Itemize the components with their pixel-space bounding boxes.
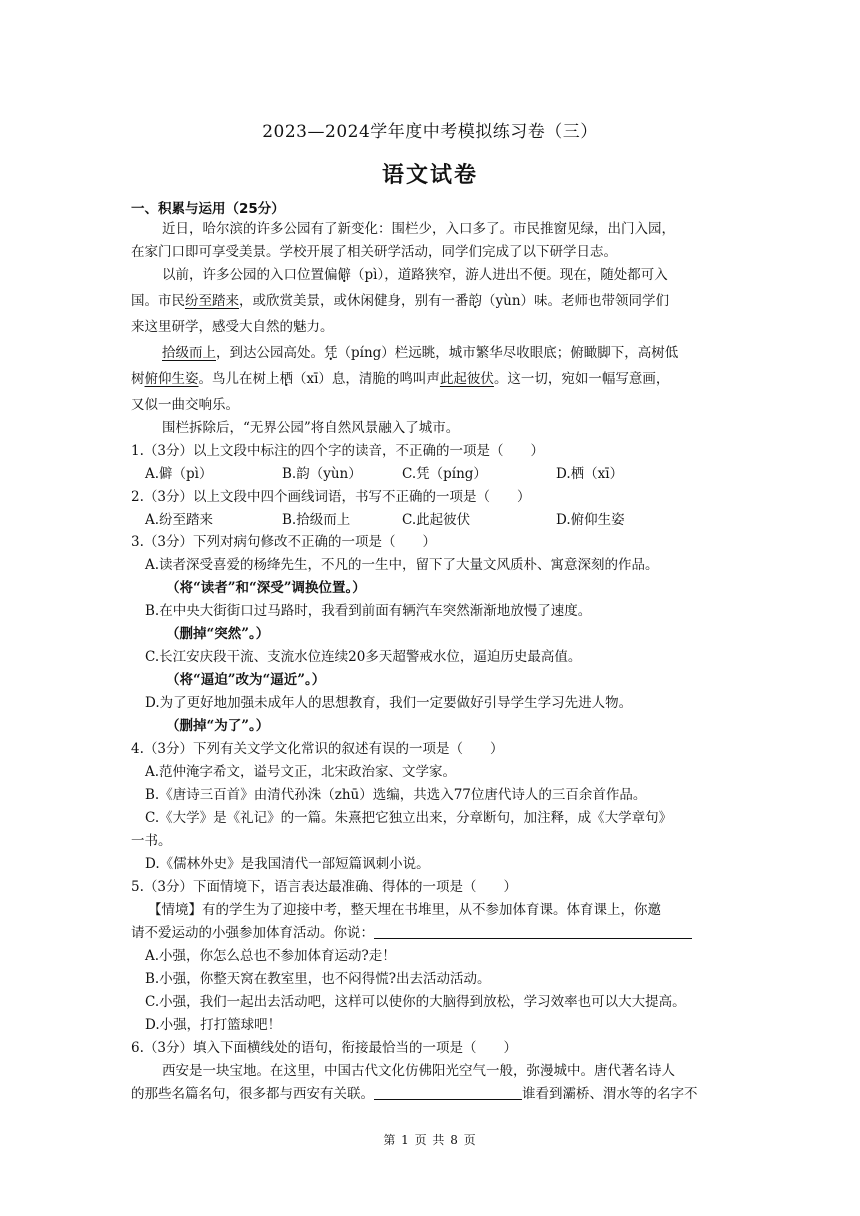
marked-character: 凭 <box>324 345 338 361</box>
option-c: C.凭（píng） <box>402 466 487 482</box>
passage-line <box>131 1084 698 1104</box>
underlined-word: 俯仰生姿 <box>144 371 199 387</box>
question-stem: 5.（3分）下面情境下，语言表达最准确、得体的一项是（ ） <box>131 879 517 895</box>
context-line <box>131 923 692 943</box>
page-number: 第 1 页 共 8 页 <box>383 1133 477 1147</box>
text-span: 请不爱运动的小强参加体育活动。你说： <box>131 925 374 941</box>
option-d: D.俯仰生姿 <box>556 512 625 528</box>
option-b: B.小强，你整天窝在教室里，也不闷得慌?出去活动活动。 <box>145 971 491 987</box>
exam-title: 2023—2024学年度中考模拟练习卷（三） <box>262 122 598 142</box>
answer-blank <box>374 1085 522 1100</box>
text-span: 。鸟儿在树上 <box>198 371 280 387</box>
option-a: A.范仲淹字希文，谥号文正，北宋政治家、文学家。 <box>145 764 457 780</box>
text-span: ，或欣赏美景，或休闲健身，别有一番 <box>239 293 469 309</box>
underlined-word: 此起彼伏 <box>439 371 494 387</box>
text-span: 以前，许多公园的入口位置偏 <box>162 267 338 283</box>
question-stem: 6.（3分）填入下面横线处的语句，衔接最恰当的一项是（ ） <box>131 1040 517 1056</box>
text-span: （xī）息，清脆的鸣叫声 <box>293 371 440 387</box>
passage-line: 近日，哈尔滨的许多公园有了新变化：围栏少，入口多了。市民推窗见绿，出门入园， <box>162 221 675 237</box>
text-span: 树 <box>131 371 145 387</box>
option-b: B.拾级而上 <box>282 512 351 528</box>
passage-line: 来这里研学，感受大自然的魅力。 <box>131 319 334 335</box>
marked-character: 僻 <box>337 267 351 283</box>
text-span: 谁看到灞桥、渭水等的名字不 <box>522 1086 698 1102</box>
option-c: C.《大学》是《礼记》的一篇。朱熹把它独立出来，分章断句，加注释，成《大学章句》 <box>145 810 673 826</box>
exam-subtitle: 语文试卷 <box>381 162 478 188</box>
context-line: 【情境】有的学生为了迎接中考，整天埋在书堆里，从不参加体育课。体育课上，你邀 <box>148 902 661 918</box>
option-a: A.读者深受喜爱的杨绛先生，不凡的一生中，留下了大量文风质朴、寓意深刻的作品。 <box>145 557 659 573</box>
text-span: （pì），道路狭窄，游人进出不便。现在，随处都可入 <box>351 267 668 283</box>
text-span: 国。市民 <box>131 293 185 309</box>
option-b: B.韵（yùn） <box>282 466 362 482</box>
text-span: （yùn）味。老师也带领同学们 <box>482 293 670 309</box>
question-stem: 2.（3分）以上文段中四个画线词语，书写不正确的一项是（ ） <box>131 489 531 505</box>
passage-line <box>162 343 678 363</box>
option-c: C.长江安庆段干流、支流水位连续20多天超警戒水位，逼迫历史最高值。 <box>145 649 582 665</box>
option-b: B.在中央大街街口过马路时，我看到前面有辆汽车突然渐渐地放慢了速度。 <box>145 603 592 619</box>
option-d: D.栖（xī） <box>556 466 624 482</box>
option-a: A.僻（pì） <box>145 466 213 482</box>
underlined-word: 纷至踏来 <box>185 293 239 309</box>
section-heading: 一、积累与运用（25分） <box>131 201 285 217</box>
option-b: B.《唐诗三百首》由清代孙洙（zhū）选编，共选入77位唐代诗人的三百余首作品。 <box>145 787 647 803</box>
passage-line <box>162 265 668 285</box>
option-d: D.为了更好地加强未成年人的思想教育，我们一定要做好引导学生学习先进人物。 <box>145 695 633 711</box>
option-a-revision: （将“读者”和“深受”调换位置。） <box>166 580 366 596</box>
question-stem: 3.（3分）下列对病句修改不正确的一项是（ ） <box>131 534 436 550</box>
marked-character: 栖 <box>279 371 293 387</box>
option-a: A.小强，你怎么总也不参加体育运动?走！ <box>145 948 396 964</box>
passage-line: 围栏拆除后，“无界公园”将自然风景融入了城市。 <box>162 420 460 436</box>
option-d: D.《儒林外史》是我国清代一部短篇讽刺小说。 <box>145 856 430 872</box>
passage-line: 西安是一块宝地。在这里，中国古代文化仿佛阳光空气一般，弥漫城中。唐代著名诗人 <box>162 1063 675 1079</box>
passage-line: 在家门口即可享受美景。学校开展了相关研学活动，同学们完成了以下研学日志。 <box>131 244 617 260</box>
text-span: 的那些名篇名句，很多都与西安有关联。 <box>131 1086 374 1102</box>
text-span: 。这一切，宛如一幅写意画， <box>493 371 670 387</box>
option-c-revision: （将“逼迫”改为“逼近”。） <box>166 672 326 688</box>
text-span: （píng）栏远眺，城市繁华尽收眼底；俯瞰脚下，高树低 <box>337 345 679 361</box>
question-stem: 4.（3分）下列有关文学文化常识的叙述有误的一项是（ ） <box>131 741 504 757</box>
passage-line: 又似一曲交响乐。 <box>131 397 239 413</box>
passage-line <box>131 369 669 389</box>
option-b-revision: （删掉“突然”。） <box>166 626 270 642</box>
underlined-word: 拾级而上 <box>162 345 216 361</box>
option-a: A.纷至踏来 <box>145 512 214 528</box>
option-d-revision: （删掉“为了”。） <box>166 718 270 734</box>
text-span: ，到达公园高处。 <box>216 345 324 361</box>
option-c-continued: 一书。 <box>131 833 172 849</box>
passage-line <box>131 291 669 311</box>
option-d: D.小强，打打篮球吧！ <box>145 1017 282 1033</box>
option-c: C.小强，我们一起出去活动吧，这样可以使你的大脑得到放松，学习效率也可以大大提高。 <box>145 994 686 1010</box>
option-c: C.此起彼伏 <box>402 512 471 528</box>
answer-blank <box>374 924 692 939</box>
marked-character: 韵 <box>468 293 482 309</box>
question-stem: 1.（3分）以上文段中标注的四个字的读音，不正确的一项是（ ） <box>131 443 544 459</box>
